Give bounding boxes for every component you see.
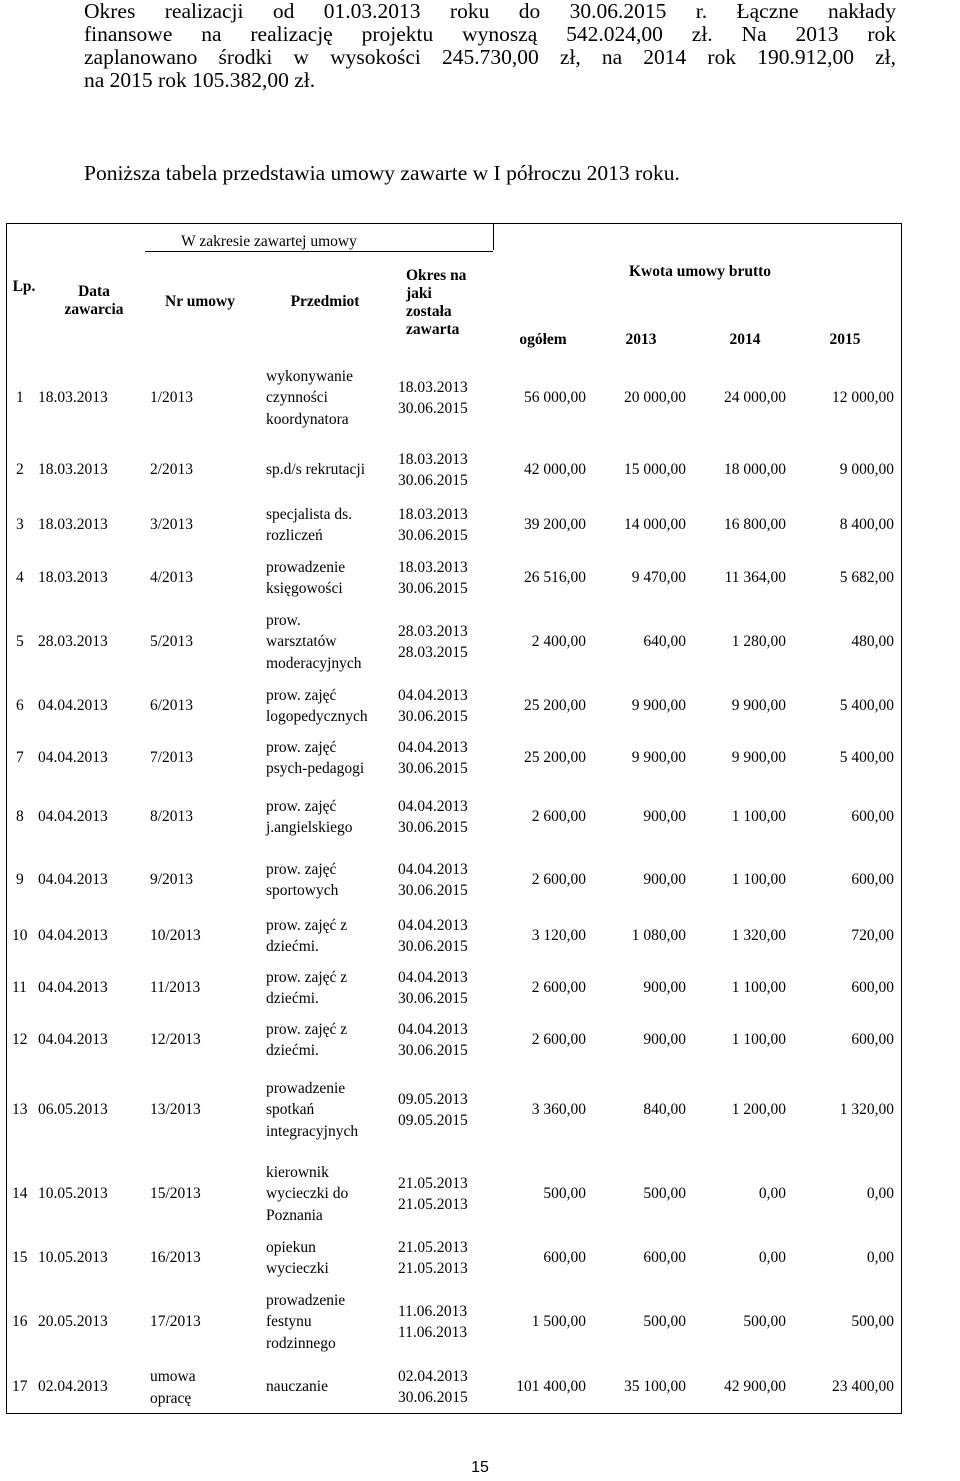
row-przedmiot-line: prow. zajęć z bbox=[266, 1020, 348, 1038]
row-ogolem: 42 000,00 bbox=[524, 461, 586, 478]
row-ogolem: 56 000,00 bbox=[524, 389, 586, 406]
row-ogolem: 2 600,00 bbox=[531, 808, 586, 825]
row-2013: 840,00 bbox=[643, 1101, 686, 1118]
row-ogolem: 3 360,00 bbox=[531, 1101, 586, 1118]
row-ogolem: 2 400,00 bbox=[531, 633, 586, 650]
row-przedmiot-line: prowadzenie bbox=[266, 1291, 346, 1309]
row-przedmiot-line: integracyjnych bbox=[266, 1122, 359, 1140]
row-2015: 0,00 bbox=[866, 1185, 894, 1202]
row-ogolem: 39 200,00 bbox=[524, 516, 586, 533]
row-okres-line: 09.05.2015 bbox=[398, 1112, 468, 1129]
row-okres-line: 18.03.2013 bbox=[398, 505, 468, 523]
row-przedmiot-line: wykonywanie bbox=[266, 367, 353, 385]
row-ogolem: 25 200,00 bbox=[524, 749, 586, 766]
row-okres-line: 28.03.2015 bbox=[398, 644, 468, 661]
row-okres-line: 02.04.2013 bbox=[398, 1367, 468, 1385]
row-nr: 2/2013 bbox=[150, 461, 194, 478]
row-przedmiot-line: festynu bbox=[266, 1313, 312, 1331]
row-okres-line: 04.04.2013 bbox=[398, 916, 468, 934]
header-ogolem: ogółem bbox=[519, 331, 567, 348]
row-okres-line: 30.06.2015 bbox=[398, 990, 468, 1007]
row-lp: 16 bbox=[12, 1313, 28, 1330]
row-date: 20.05.2013 bbox=[38, 1313, 108, 1330]
row-nr: 9/2013 bbox=[150, 871, 194, 888]
header-lp: Lp. bbox=[12, 278, 36, 295]
row-2014: 1 100,00 bbox=[731, 1031, 786, 1048]
row-2014: 1 100,00 bbox=[731, 871, 786, 888]
row-przedmiot-line: kierownik bbox=[266, 1163, 329, 1181]
row-2015: 600,00 bbox=[851, 1031, 894, 1048]
row-nr: 6/2013 bbox=[150, 697, 194, 714]
row-2014: 1 320,00 bbox=[731, 927, 786, 944]
row-przedmiot-line: specjalista ds. bbox=[266, 505, 353, 523]
header-group: W zakresie zawartej umowy bbox=[181, 233, 357, 250]
row-przedmiot-line: prow. zajęć bbox=[266, 686, 337, 704]
row-date: 04.04.2013 bbox=[38, 927, 108, 944]
row-okres-line: 21.05.2013 bbox=[398, 1174, 468, 1192]
header-kwota: Kwota umowy brutto bbox=[628, 263, 772, 280]
row-przedmiot-line: logopedycznych bbox=[266, 708, 368, 725]
row-2014: 1 280,00 bbox=[731, 633, 786, 650]
row-przedmiot-line: dziećmi. bbox=[266, 990, 319, 1007]
row-2013: 14 000,00 bbox=[624, 516, 686, 533]
row-nr: 5/2013 bbox=[150, 633, 194, 650]
row-nr: 17/2013 bbox=[150, 1313, 201, 1330]
row-przedmiot-line: rozliczeń bbox=[266, 527, 323, 544]
row-date: 04.04.2013 bbox=[38, 808, 108, 825]
row-okres-line: 18.03.2013 bbox=[398, 378, 468, 396]
row-okres-line: 21.05.2013 bbox=[398, 1196, 468, 1213]
intro-line: Okres realizacji od 01.03.2013 roku do 30.06.2015 r. Łączne nakłady bbox=[84, 0, 896, 23]
row-2013: 500,00 bbox=[643, 1185, 686, 1202]
row-przedmiot-line: prowadzenie bbox=[266, 1079, 346, 1097]
row-2013: 900,00 bbox=[643, 808, 686, 825]
row-okres-line: 30.06.2015 bbox=[398, 1389, 468, 1406]
row-lp: 11 bbox=[12, 979, 27, 996]
row-nr: 15/2013 bbox=[150, 1185, 201, 1202]
row-2015: 0,00 bbox=[866, 1249, 894, 1266]
table-lead-sentence: Poniższa tabela przedstawia umowy zawarte w I półroczu 2013 roku. bbox=[84, 161, 680, 185]
row-2015: 9 000,00 bbox=[839, 461, 894, 478]
row-2014: 0,00 bbox=[758, 1249, 786, 1266]
row-date: 04.04.2013 bbox=[38, 871, 108, 888]
row-nr: 3/2013 bbox=[150, 516, 194, 533]
row-2013: 15 000,00 bbox=[624, 461, 686, 478]
row-okres-line: 04.04.2013 bbox=[398, 797, 468, 815]
row-nr: 1/2013 bbox=[150, 389, 194, 406]
row-lp: 8 bbox=[16, 808, 24, 825]
row-okres-line: 30.06.2015 bbox=[398, 938, 468, 955]
row-ogolem: 2 600,00 bbox=[531, 979, 586, 996]
header-2015: 2015 bbox=[829, 331, 861, 348]
row-date: 28.03.2013 bbox=[38, 633, 108, 650]
intro-paragraph bbox=[84, 0, 896, 92]
row-nr: 8/2013 bbox=[150, 808, 194, 825]
row-nr: 11/2013 bbox=[150, 979, 201, 996]
row-przedmiot-line: moderacyjnych bbox=[266, 654, 362, 672]
row-2015: 480,00 bbox=[851, 633, 894, 650]
row-2015: 600,00 bbox=[851, 808, 894, 825]
row-przedmiot-line: Poznania bbox=[266, 1206, 323, 1224]
row-ogolem: 25 200,00 bbox=[524, 697, 586, 714]
row-2015: 5 400,00 bbox=[839, 749, 894, 766]
row-przedmiot-line: rodzinnego bbox=[266, 1334, 336, 1352]
row-2014: 11 364,00 bbox=[724, 569, 786, 586]
row-ogolem: 600,00 bbox=[543, 1249, 586, 1266]
row-date: 04.04.2013 bbox=[38, 749, 108, 766]
row-2013: 1 080,00 bbox=[631, 927, 686, 944]
row-przedmiot-line: prow. bbox=[266, 611, 301, 629]
row-przedmiot-line: prow. zajęć z bbox=[266, 916, 348, 934]
row-lp: 17 bbox=[12, 1378, 28, 1395]
row-lp: 9 bbox=[16, 871, 24, 888]
row-2014: 500,00 bbox=[743, 1313, 786, 1330]
row-okres-line: 30.06.2015 bbox=[398, 882, 468, 899]
row-okres-line: 30.06.2015 bbox=[398, 472, 468, 489]
row-lp: 1 bbox=[16, 389, 24, 406]
row-2015: 600,00 bbox=[851, 871, 894, 888]
row-lp: 14 bbox=[12, 1185, 28, 1202]
row-date: 18.03.2013 bbox=[38, 516, 108, 533]
row-okres-line: 18.03.2013 bbox=[398, 558, 468, 576]
header-przedmiot: Przedmiot bbox=[290, 293, 360, 310]
row-okres-line: 30.06.2015 bbox=[398, 580, 468, 597]
row-2014: 1 200,00 bbox=[731, 1101, 786, 1118]
row-okres-line: 04.04.2013 bbox=[398, 860, 468, 878]
row-2015: 8 400,00 bbox=[839, 516, 894, 533]
row-przedmiot-line: czynności bbox=[266, 389, 328, 407]
row-2013: 9 900,00 bbox=[631, 749, 686, 766]
intro-line: na 2015 rok 105.382,00 zł. bbox=[84, 68, 316, 92]
row-okres-line: 30.06.2015 bbox=[398, 527, 468, 544]
page-number: 15 bbox=[471, 1459, 489, 1476]
row-przedmiot-line: wycieczki bbox=[266, 1260, 329, 1277]
row-date: 18.03.2013 bbox=[38, 569, 108, 586]
row-2014: 9 900,00 bbox=[731, 749, 786, 766]
row-lp: 10 bbox=[12, 927, 28, 944]
row-przedmiot-line: prow. zajęć bbox=[266, 797, 337, 815]
row-2013: 9 470,00 bbox=[631, 569, 686, 586]
row-przedmiot-line: nauczanie bbox=[266, 1378, 328, 1396]
row-lp: 13 bbox=[12, 1101, 28, 1118]
row-przedmiot-line: wycieczki do bbox=[266, 1185, 349, 1203]
row-2013: 9 900,00 bbox=[631, 697, 686, 714]
row-okres-line: 30.06.2015 bbox=[398, 1042, 468, 1059]
row-nr: 4/2013 bbox=[150, 569, 194, 586]
row-nr: 12/2013 bbox=[150, 1031, 201, 1048]
row-przedmiot-line: spotkań bbox=[266, 1101, 315, 1119]
row-date: 04.04.2013 bbox=[38, 979, 108, 996]
row-przedmiot-line: koordynatora bbox=[266, 410, 349, 428]
row-2013: 900,00 bbox=[643, 871, 686, 888]
row-2013: 500,00 bbox=[643, 1313, 686, 1330]
header-group-underline bbox=[145, 251, 493, 252]
row-przedmiot-line: warsztatów bbox=[266, 633, 337, 651]
row-przedmiot-line: prow. zajęć bbox=[266, 738, 337, 756]
row-2015: 1 320,00 bbox=[839, 1101, 894, 1118]
row-ogolem: 3 120,00 bbox=[531, 927, 586, 944]
row-ogolem: 1 500,00 bbox=[531, 1313, 586, 1330]
row-okres-line: 04.04.2013 bbox=[398, 1020, 468, 1038]
row-okres-line: 30.06.2015 bbox=[398, 400, 468, 417]
row-date: 06.05.2013 bbox=[38, 1101, 108, 1118]
header-2014: 2014 bbox=[729, 331, 761, 348]
row-przedmiot-line: sp.d/s rekrutacji bbox=[266, 461, 366, 479]
row-okres-line: 04.04.2013 bbox=[398, 968, 468, 986]
row-nr: 10/2013 bbox=[150, 927, 201, 944]
row-okres-line: 11.06.2013 bbox=[398, 1302, 468, 1320]
row-2014: 24 000,00 bbox=[724, 389, 786, 406]
row-lp: 4 bbox=[16, 569, 24, 586]
row-okres-line: 04.04.2013 bbox=[398, 738, 468, 756]
row-2013: 640,00 bbox=[643, 633, 686, 650]
row-date: 02.04.2013 bbox=[38, 1378, 108, 1395]
row-2015: 720,00 bbox=[851, 927, 894, 944]
header-kwota-left-border bbox=[493, 223, 494, 250]
row-2015: 12 000,00 bbox=[832, 389, 894, 406]
row-2013: 35 100,00 bbox=[624, 1378, 686, 1395]
row-okres-line: 21.05.2013 bbox=[398, 1238, 468, 1256]
header-nr-umowy: Nr umowy bbox=[165, 293, 235, 310]
row-nr: 16/2013 bbox=[150, 1249, 201, 1266]
row-okres-line: 30.06.2015 bbox=[398, 760, 468, 777]
row-date: 18.03.2013 bbox=[38, 389, 108, 406]
header-okres: Okres na jaki została zawarta bbox=[406, 267, 467, 338]
row-okres-line: 11.06.2013 bbox=[398, 1324, 468, 1341]
row-2013: 900,00 bbox=[643, 979, 686, 996]
intro-line: zaplanowano środki w wysokości 245.730,00 zł, na 2014 rok 190.912,00 zł, bbox=[84, 45, 896, 69]
row-przedmiot-line: księgowości bbox=[266, 580, 343, 597]
row-przedmiot-line: sportowych bbox=[266, 882, 339, 899]
row-date: 04.04.2013 bbox=[38, 1031, 108, 1048]
row-2015: 500,00 bbox=[851, 1313, 894, 1330]
row-2014: 1 100,00 bbox=[731, 808, 786, 825]
row-lp: 7 bbox=[16, 749, 24, 766]
row-okres-line: 09.05.2013 bbox=[398, 1090, 468, 1108]
row-przedmiot-line: prow. zajęć bbox=[266, 860, 337, 878]
row-lp: 3 bbox=[16, 516, 24, 533]
row-date: 10.05.2013 bbox=[38, 1185, 108, 1202]
row-ogolem: 2 600,00 bbox=[531, 871, 586, 888]
header-data-zawarcia: Data zawarcia bbox=[64, 283, 124, 318]
row-2015: 5 682,00 bbox=[839, 569, 894, 586]
row-przedmiot-line: prow. zajęć z bbox=[266, 968, 348, 986]
row-2015: 600,00 bbox=[851, 979, 894, 996]
row-ogolem: 26 516,00 bbox=[524, 569, 586, 586]
row-ogolem: 500,00 bbox=[543, 1185, 586, 1202]
row-2014: 16 800,00 bbox=[724, 516, 786, 533]
row-okres-line: 30.06.2015 bbox=[398, 708, 468, 725]
row-2013: 600,00 bbox=[643, 1249, 686, 1266]
row-date: 10.05.2013 bbox=[38, 1249, 108, 1266]
row-przedmiot-line: dziećmi. bbox=[266, 938, 319, 955]
row-2014: 1 100,00 bbox=[731, 979, 786, 996]
header-2013: 2013 bbox=[625, 331, 657, 348]
row-przedmiot-line: psych-pedagogi bbox=[266, 760, 365, 777]
row-okres-line: 04.04.2013 bbox=[398, 686, 468, 704]
row-lp: 5 bbox=[16, 633, 24, 650]
row-lp: 12 bbox=[12, 1031, 28, 1048]
row-2014: 9 900,00 bbox=[731, 697, 786, 714]
row-2014: 42 900,00 bbox=[724, 1378, 786, 1395]
intro-line: finansowe na realizację projektu wynoszą 542.024,00 zł. Na 2013 rok bbox=[84, 22, 896, 46]
row-2013: 20 000,00 bbox=[624, 389, 686, 406]
row-ogolem: 2 600,00 bbox=[531, 1031, 586, 1048]
row-przedmiot-line: dziećmi. bbox=[266, 1042, 319, 1059]
row-2014: 18 000,00 bbox=[724, 461, 786, 478]
row-lp: 2 bbox=[16, 461, 24, 478]
row-okres-line: 28.03.2013 bbox=[398, 622, 468, 640]
row-2013: 900,00 bbox=[643, 1031, 686, 1048]
row-nr: umowa opracę bbox=[150, 1368, 196, 1407]
row-przedmiot-line: opiekun bbox=[266, 1238, 316, 1256]
row-nr: 13/2013 bbox=[150, 1101, 201, 1118]
row-okres-line: 30.06.2015 bbox=[398, 819, 468, 836]
row-2015: 23 400,00 bbox=[832, 1378, 894, 1395]
row-ogolem: 101 400,00 bbox=[516, 1378, 586, 1395]
row-okres-line: 21.05.2013 bbox=[398, 1260, 468, 1277]
row-date: 18.03.2013 bbox=[38, 461, 108, 478]
row-lp: 6 bbox=[16, 697, 24, 714]
row-nr: 7/2013 bbox=[150, 749, 194, 766]
row-2014: 0,00 bbox=[758, 1185, 786, 1202]
row-lp: 15 bbox=[12, 1249, 28, 1266]
row-date: 04.04.2013 bbox=[38, 697, 108, 714]
row-2015: 5 400,00 bbox=[839, 697, 894, 714]
row-okres-line: 18.03.2013 bbox=[398, 450, 468, 468]
row-przedmiot-line: prowadzenie bbox=[266, 558, 346, 576]
row-przedmiot-line: j.angielskiego bbox=[266, 819, 353, 836]
